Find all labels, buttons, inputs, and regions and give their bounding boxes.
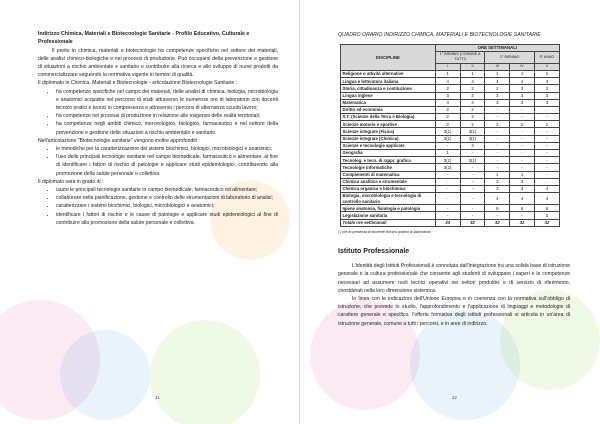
hours-cell: 3(2) <box>435 164 460 171</box>
hours-cell: - <box>510 114 535 121</box>
discipline-name: Complementi di matematica <box>341 171 436 178</box>
table-row <box>341 92 560 99</box>
hours-cell: 2 <box>460 85 485 92</box>
discipline-name: Igiene anatomia, fisiologia e patologia <box>341 205 436 212</box>
table-row <box>341 212 560 219</box>
hours-cell: 3(1) <box>435 157 460 164</box>
header-biennio-1: 1° BIENNIO (COMUNE A TUTTI) <box>435 51 485 63</box>
watermark-blob <box>60 330 150 420</box>
table-row <box>341 99 560 106</box>
hours-cell: 2 <box>435 85 460 92</box>
hours-cell: - <box>460 205 485 212</box>
hours-cell: 32 <box>510 219 535 226</box>
hours-cell: - <box>510 142 535 149</box>
hours-cell: 1 <box>534 70 559 77</box>
hours-cell: 6 <box>510 205 535 212</box>
hours-cell: - <box>435 212 460 219</box>
hours-cell: - <box>534 114 559 121</box>
hours-cell: 3 <box>485 185 510 192</box>
discipline-name: Legislazione sanitaria <box>341 212 436 219</box>
discipline-name: S.T. (Scienze della Terra e Biologia) <box>341 114 436 121</box>
hours-cell: 2 <box>460 114 485 121</box>
table-row <box>341 121 560 128</box>
discipline-name: Diritto ed economia <box>341 106 436 113</box>
table-row <box>341 150 560 157</box>
hours-cell: - <box>534 142 559 149</box>
hours-cell: 32 <box>485 219 510 226</box>
hours-cell: 3 <box>510 92 535 99</box>
hours-cell: - <box>510 135 535 142</box>
table-row <box>341 85 560 92</box>
hours-cell: 3 <box>485 99 510 106</box>
header-anno-5: 5° ANNO <box>534 51 559 63</box>
hours-cell: 1 <box>435 70 460 77</box>
hours-cell: - <box>534 157 559 164</box>
discipline-name: Scienze integrate (Chimica) <box>341 135 436 142</box>
page-number-right: 42 <box>452 395 458 400</box>
hours-cell: 6 <box>485 205 510 212</box>
hours-cell: 4 <box>534 185 559 192</box>
hours-cell: 4 <box>460 78 485 85</box>
table-row <box>341 142 560 149</box>
grado-list <box>38 186 278 227</box>
hours-cell: 3 <box>460 142 485 149</box>
table-total-row <box>341 219 560 226</box>
list-item: • usare le principali tecnologie sanitarie in campo biomedicale, farmaceutico ed alimentare; <box>56 186 278 194</box>
hours-cell: 1 <box>435 150 460 157</box>
hours-cell: - <box>510 128 535 135</box>
table-row <box>341 157 560 164</box>
discipline-name: Scienze integrate (Fisica) <box>341 128 436 135</box>
header-discipline: DISCIPLINE <box>341 44 436 70</box>
list-item: • caratterizzare i sistemi biochimici, biologici, microbiologici e anatomici; <box>56 202 278 210</box>
hours-cell: 2 <box>510 121 535 128</box>
hours-cell: 4 <box>534 78 559 85</box>
table-row <box>341 171 560 178</box>
left-page-content <box>38 30 278 227</box>
year-header: V <box>534 63 559 70</box>
discipline-name: Totale ore settimanali <box>341 219 436 226</box>
hours-cell: 2 <box>435 114 460 121</box>
header-ore: ORE SETTIMANALI <box>435 44 559 51</box>
discipline-name: Lingua inglese <box>341 92 436 99</box>
hours-cell: - <box>460 193 485 205</box>
right-page-content <box>338 32 570 328</box>
book-spine <box>299 0 300 424</box>
hours-cell: 4 <box>460 99 485 106</box>
hours-cell: - <box>510 106 535 113</box>
hours-cell: - <box>510 150 535 157</box>
articolazione-intro: Nell'articolazione "Biotecnologie sanitarie" vengono inoltre approfonditi : <box>38 137 200 144</box>
hours-cell: - <box>510 164 535 171</box>
table-note: ( ) ore in presenza di docente tecnico pratico al laboratorio <box>338 229 431 234</box>
table-row <box>341 128 560 135</box>
hours-cell: 3(1) <box>460 135 485 142</box>
discipline-name: Scienze motorie e sportive <box>341 121 436 128</box>
hours-cell: - <box>534 178 559 185</box>
list-item: • ha competenze specifiche nel campo dei materiali, delle analisi di chimica, biologia, microbiologia e anatomici acquisite nel percorso di studi attraverso le numerose ore di laboratorio con docenti tecnico pratici e teorici in compresenza e attraverso i percorsi di alternanza scuola lavoro; <box>56 88 278 113</box>
hours-cell: 3 <box>510 185 535 192</box>
discipline-name: Matematica <box>341 99 436 106</box>
schedule-table-body <box>341 70 560 226</box>
intro-paragraph: Il perito in chimica, materiali e biotecnologie ha competenze specifiche nel settore dei materiali, delle analisi chimico-biologiche e nei processi di produzione. Può occuparsi della prevenzione e gestione di situazioni a rischio ambientale e sanitario e contribuire alla ricerca e allo sviluppo di nuovi prodotti da commercializzare seguendo la normativa vigente in termini di qualità. <box>38 47 278 79</box>
hours-cell: - <box>460 150 485 157</box>
hours-cell: - <box>510 212 535 219</box>
hours-cell: - <box>485 212 510 219</box>
hours-cell: 3 <box>485 178 510 185</box>
year-header: I <box>435 63 460 70</box>
section-title: Istituto Professionale <box>338 247 410 255</box>
hours-cell: 32 <box>534 219 559 226</box>
table-row <box>341 70 560 77</box>
year-header: III <box>485 63 510 70</box>
hours-cell: 2 <box>435 106 460 113</box>
hours-cell: 1 <box>460 70 485 77</box>
hours-cell: 3 <box>485 92 510 99</box>
hours-cell: 4 <box>435 99 460 106</box>
hours-cell: 2 <box>435 121 460 128</box>
page-number-left: 41 <box>155 395 161 400</box>
hours-cell: 4 <box>485 78 510 85</box>
hours-cell: 3(1) <box>435 128 460 135</box>
hours-cell: - <box>435 185 460 192</box>
hours-cell: - <box>435 193 460 205</box>
hours-cell: - <box>534 150 559 157</box>
hours-cell: 3(1) <box>460 128 485 135</box>
hours-cell: - <box>510 157 535 164</box>
header-biennio-2: 2° BIENNIO <box>485 51 534 63</box>
discipline-name: Scienze e tecnologie applicate <box>341 142 436 149</box>
hours-cell: 3 <box>510 178 535 185</box>
discipline-name: Tecnolog. e tecn. di rappr. grafica <box>341 157 436 164</box>
list-item: • collaborare nella pianificazione, gestione e controllo delle strumentazioni di laboratorio di analisi; <box>56 194 278 202</box>
list-item: • identificare i fattori di rischio e le cause di patologie e applicare studi epidemiologici al fine di contribuire alla promozione della salute personale e collettiva. <box>56 211 278 227</box>
hours-cell: 3(1) <box>460 157 485 164</box>
hours-cell: - <box>485 142 510 149</box>
hours-cell: 1 <box>510 171 535 178</box>
hours-cell: 2 <box>460 121 485 128</box>
hours-cell: 4 <box>435 78 460 85</box>
hours-cell: 3 <box>534 92 559 99</box>
discipline-name: Chimica organica e biochimica <box>341 185 436 192</box>
list-item: • ha competenze negli ambiti chimico, merceologico, biologico, farmaceutico e nel settore della prevenzione e gestione delle situazioni a rischio ambientale e sanitario. <box>56 120 278 136</box>
hours-cell: 3 <box>460 92 485 99</box>
watermark-blob <box>150 320 260 424</box>
hours-cell: 33 <box>435 219 460 226</box>
hours-cell: 1 <box>485 70 510 77</box>
hours-cell: - <box>435 171 460 178</box>
hours-cell: 3 <box>534 212 559 219</box>
hours-cell: 4 <box>485 193 510 205</box>
discipline-name: Lingua e letteratura italiana <box>341 78 436 85</box>
hours-cell: 4 <box>510 78 535 85</box>
hours-cell: - <box>485 135 510 142</box>
diploma-intro: Il diplomato in Chimica, Materiali e Biotecnologie - articolazione Biotecnologie Sanitarie : <box>38 80 238 87</box>
hours-cell: 4 <box>510 193 535 205</box>
paragraph: In linea con le indicazioni dell'Unione Europea e in coerenza con la normativa sull'obbligo di istruzione, che prevede lo studio, l'approfondimento e l'applicazione di linguaggi e metodologie di carattere generale e specifico, l'offerta formativa degli istituti professionali si articola in un'area di istruzione generale, comune a tutti i percorsi, e in aree di indirizzo. <box>338 295 570 327</box>
year-header: IV <box>510 63 535 70</box>
hours-cell: - <box>534 171 559 178</box>
table-row <box>341 205 560 212</box>
hours-cell: - <box>534 164 559 171</box>
hours-cell: 2 <box>485 85 510 92</box>
table-row <box>341 164 560 171</box>
grado-intro: Il diplomato sarà in grado di : <box>38 178 104 185</box>
hours-cell: 2 <box>510 85 535 92</box>
list-item: • le metodiche per la caratterizzazione dei sistemi biochimici, biologici, microbiologici e anatomici; <box>56 145 278 153</box>
schedule-table <box>340 44 560 227</box>
discipline-name: Tecnologie informatiche <box>341 164 436 171</box>
discipline-name: Chimica analitica e strumentale <box>341 178 436 185</box>
hours-cell: - <box>460 171 485 178</box>
hours-cell: 6 <box>534 205 559 212</box>
table-row <box>341 135 560 142</box>
hours-cell: 2 <box>460 106 485 113</box>
paragraph: L'identità degli Istituti Professionali è connotata dall'integrazione tra una solida base di istruzione generale e la cultura professionale che consente agli studenti di sviluppare i saperi e le competenze necessari ad assumere ruoli tecnici operativi nei settori produttivi e di servizio di riferimento, considerati nella loro dimensione sistemica. <box>338 263 570 294</box>
hours-cell: - <box>435 142 460 149</box>
list-item: • l'uso delle principali tecnologie sanitarie nel campo biomedicale, farmaceutico e alimentare, al fine di identificare i fattori di rischio di patologie e applicare studi epidemiologici, contribuendo alla promozione della salute personale e collettiva. <box>56 153 278 178</box>
hours-cell: 4 <box>534 193 559 205</box>
hours-cell: - <box>435 205 460 212</box>
hours-cell: - <box>534 106 559 113</box>
table-row <box>341 78 560 85</box>
hours-cell: 2 <box>485 121 510 128</box>
discipline-name: Religione o attività alternative <box>341 70 436 77</box>
hours-cell: - <box>460 185 485 192</box>
hours-cell: 1 <box>485 171 510 178</box>
discipline-name: Biologia, microbiologia e tecnologia di controllo sanitario <box>341 193 436 205</box>
hours-cell: - <box>435 178 460 185</box>
discipline-name: Storia, cittadinanza e costituzione <box>341 85 436 92</box>
discipline-name: Geografia <box>341 150 436 157</box>
table-row <box>341 178 560 185</box>
page-heading: Indirizzo Chimica, Materiali e Biotecnologie Sanitarie - Profilo Educativo, Culturale e Professionale <box>38 31 250 46</box>
hours-cell: 3 <box>510 99 535 106</box>
articolazione-list <box>38 145 278 178</box>
table-row <box>341 114 560 121</box>
hours-cell: 1 <box>510 70 535 77</box>
hours-cell: - <box>485 164 510 171</box>
hours-cell: 3(1) <box>435 135 460 142</box>
hours-cell: 32 <box>460 219 485 226</box>
diploma-list <box>38 88 278 137</box>
hours-cell: - <box>485 157 510 164</box>
table-row <box>341 185 560 192</box>
hours-cell: - <box>460 164 485 171</box>
hours-cell: - <box>485 128 510 135</box>
hours-cell: - <box>460 212 485 219</box>
hours-cell: - <box>460 178 485 185</box>
hours-cell: 3 <box>435 92 460 99</box>
hours-cell: 2 <box>534 121 559 128</box>
hours-cell: 3 <box>534 99 559 106</box>
hours-cell: 2 <box>534 85 559 92</box>
hours-cell: - <box>485 114 510 121</box>
hours-cell: - <box>485 150 510 157</box>
year-header: II <box>460 63 485 70</box>
table-caption: QUADRO ORARIO INDIRIZZO CHIMICA, MATERIALI E BIOTECNOLOGIE SANITARIE <box>338 32 541 38</box>
table-row <box>341 106 560 113</box>
list-item: • ha competenze nei processi di produzione in relazione alle esigenze delle realtà territoriali; <box>56 112 278 120</box>
hours-cell: - <box>485 106 510 113</box>
table-row <box>341 193 560 205</box>
hours-cell: - <box>534 128 559 135</box>
hours-cell: - <box>534 135 559 142</box>
